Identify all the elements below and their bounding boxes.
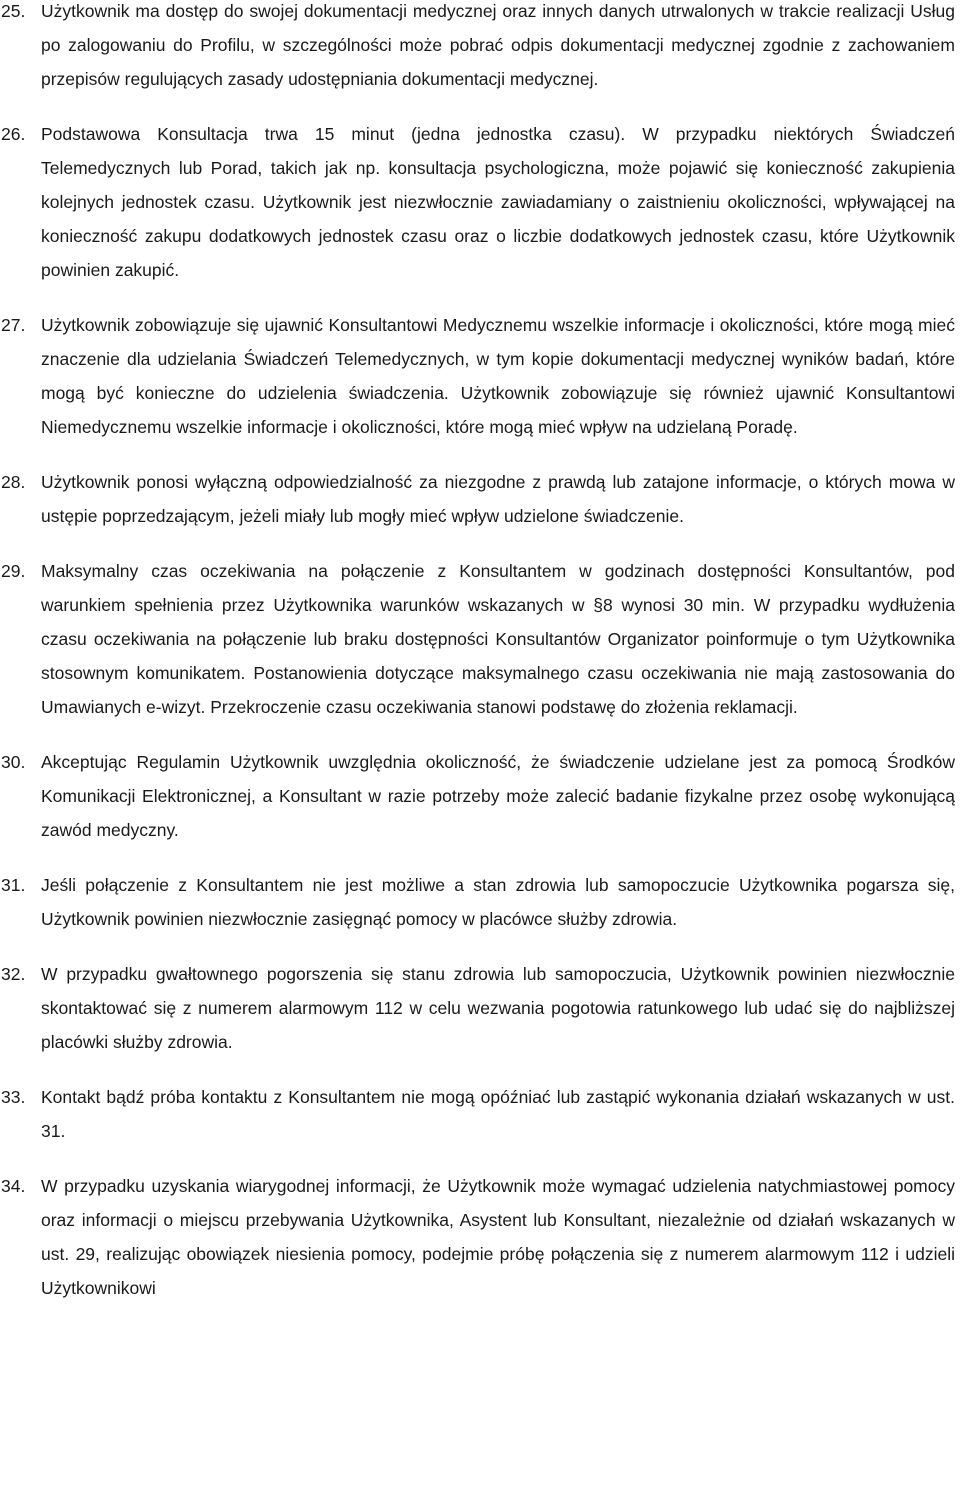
paragraph-number: 25. bbox=[1, 1, 26, 21]
paragraph-29 bbox=[0, 554, 960, 724]
paragraph-text: Użytkownik ma dostęp do swojej dokumentacji medycznej oraz innych danych utrwalonych w trakcie realizacji Usług po zalogowaniu do Profilu, w szczególności może pobrać odpis dokumentacji medycznej zgodnie z zachowaniem przepisów regulujących zasady udostępniania dokumentacji medycznej. bbox=[41, 1, 955, 89]
paragraph-28 bbox=[0, 465, 960, 533]
paragraph-30 bbox=[0, 745, 960, 847]
paragraph-number: 27. bbox=[1, 315, 26, 335]
paragraph-text: Akceptując Regulamin Użytkownik uwzględnia okoliczność, że świadczenie udzielane jest za pomocą Środków Komunikacji Elektronicznej, a Konsultant w razie potrzeby może zalecić badanie fizykalne przez osobę wykonującą zawód medyczny. bbox=[41, 752, 955, 840]
paragraph-text: Użytkownik ponosi wyłączną odpowiedzialność za niezgodne z prawdą lub zatajone informacje, o których mowa w ustępie poprzedzającym, jeżeli miały lub mogły mieć wpływ udzielone świadczenie. bbox=[41, 472, 955, 526]
paragraph-text: Kontakt bądź próba kontaktu z Konsultantem nie mogą opóźniać lub zastąpić wykonania działań wskazanych w ust. 31. bbox=[41, 1087, 955, 1141]
paragraph-number: 32. bbox=[1, 964, 26, 984]
paragraph-33 bbox=[0, 1080, 960, 1148]
paragraph-text: W przypadku uzyskania wiarygodnej informacji, że Użytkownik może wymagać udzielenia natychmiastowej pomocy oraz informacji o miejscu przebywania Użytkownika, Asystent lub Konsultant, niezależnie od działań wskazanych w ust. 29, realizując obowiązek niesienia pomocy, podejmie próbę połączenia się z numerem alarmowym 112 i udzieli Użytkownikowi bbox=[41, 1176, 955, 1298]
paragraph-text: Użytkownik zobowiązuje się ujawnić Konsultantowi Medycznemu wszelkie informacje i okoliczności, które mogą mieć znaczenie dla udzielania Świadczeń Telemedycznych, w tym kopie dokumentacji medycznej wyników badań, które mogą być konieczne do udzielenia świadczenia. Użytkownik zobowiązuje się również ujawnić Konsultantowi Niemedycznemu wszelkie informacje i okoliczności, które mogą mieć wpływ na udzielaną Poradę. bbox=[41, 315, 955, 437]
paragraph-32 bbox=[0, 957, 960, 1059]
paragraph-number: 26. bbox=[1, 124, 26, 144]
paragraph-25 bbox=[0, 0, 960, 96]
paragraph-number: 33. bbox=[1, 1087, 26, 1107]
paragraph-text: Maksymalny czas oczekiwania na połączenie z Konsultantem w godzinach dostępności Konsultantów, pod warunkiem spełnienia przez Użytkownika warunków wskazanych w §8 wynosi 30 min. W przypadku wydłużenia czasu oczekiwania na połączenie lub braku dostępności Konsultantów Organizator poinformuje o tym Użytkownika stosownym komunikatem. Postanowienia dotyczące maksymalnego czasu oczekiwania nie mają zastosowania do Umawianych e-wizyt. Przekroczenie czasu oczekiwania stanowi podstawę do złożenia reklamacji. bbox=[41, 561, 955, 717]
paragraph-number: 28. bbox=[1, 472, 26, 492]
paragraph-26 bbox=[0, 117, 960, 287]
paragraph-number: 29. bbox=[1, 561, 26, 581]
paragraph-text: Jeśli połączenie z Konsultantem nie jest możliwe a stan zdrowia lub samopoczucie Użytkownika pogarsza się, Użytkownik powinien niezwłocznie zasięgnąć pomocy w placówce służby zdrowia. bbox=[41, 875, 955, 929]
paragraph-34 bbox=[0, 1169, 960, 1305]
paragraph-27 bbox=[0, 308, 960, 444]
paragraph-31 bbox=[0, 868, 960, 936]
paragraph-text: Podstawowa Konsultacja trwa 15 minut (jedna jednostka czasu). W przypadku niektórych Świadczeń Telemedycznych lub Porad, takich jak np. konsultacja psychologiczna, może pojawić się konieczność zakupienia kolejnych jednostek czasu. Użytkownik jest niezwłocznie zawiadamiany o zaistnieniu okoliczności, wpływającej na konieczność zakupu dodatkowych jednostek czasu oraz o liczbie dodatkowych jednostek czasu, które Użytkownik powinien zakupić. bbox=[41, 124, 955, 280]
paragraph-text: W przypadku gwałtownego pogorszenia się stanu zdrowia lub samopoczucia, Użytkownik powinien niezwłocznie skontaktować się z numerem alarmowym 112 w celu wezwania pogotowia ratunkowego lub udać się do najbliższej placówki służby zdrowia. bbox=[41, 964, 955, 1052]
paragraph-number: 34. bbox=[1, 1176, 26, 1196]
paragraph-number: 31. bbox=[1, 875, 26, 895]
paragraph-number: 30. bbox=[1, 752, 26, 772]
